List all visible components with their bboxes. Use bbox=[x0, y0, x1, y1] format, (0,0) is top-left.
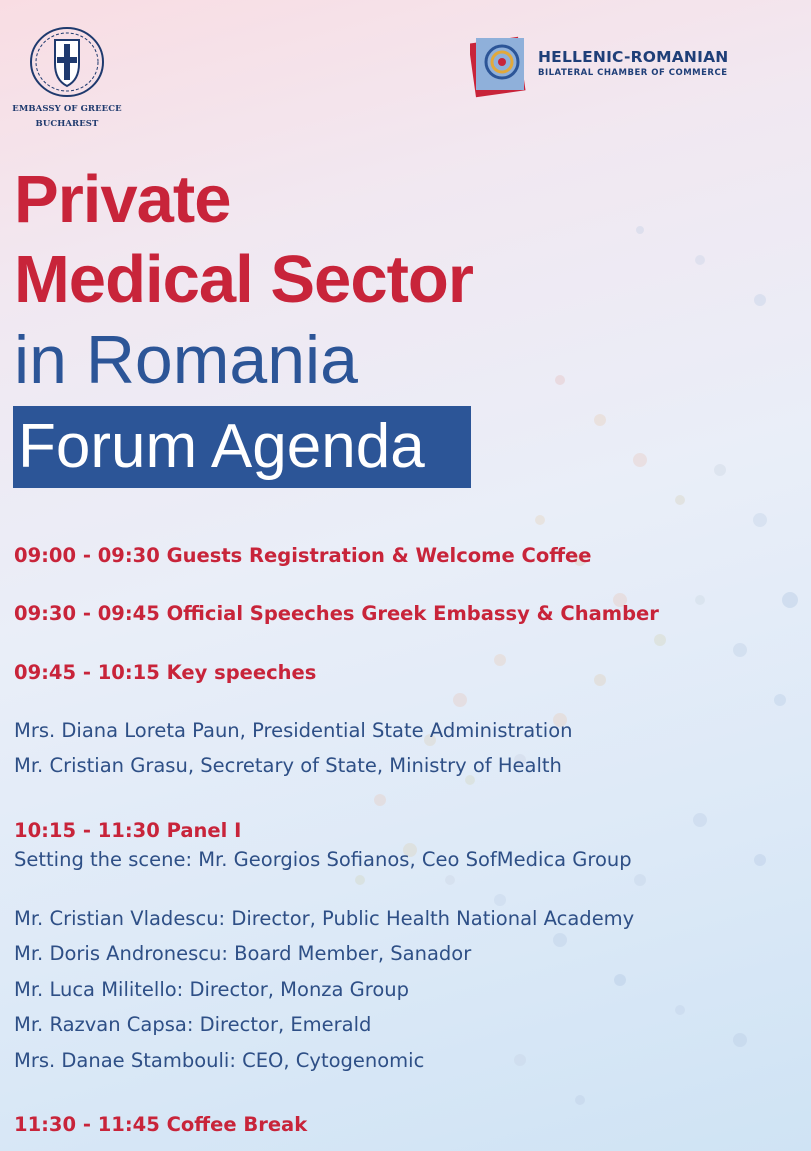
panelist-item: Mr. Luca Militello: Director, Monza Group bbox=[14, 978, 410, 1001]
embassy-name-line1: EMBASSY OF GREECE bbox=[12, 104, 122, 114]
title-line-in-romania: in Romania bbox=[14, 322, 358, 398]
panelist-item: Mr. Razvan Capsa: Director, Emerald bbox=[14, 1013, 372, 1036]
forum-title bbox=[14, 160, 473, 400]
chamber-swirl-icon bbox=[470, 36, 528, 98]
panelist-item: Mr. Doris Andronescu: Board Member, Sanador bbox=[14, 942, 472, 965]
speaker-item: Mr. Cristian Grasu, Secretary of State, Ministry of Health bbox=[14, 754, 562, 777]
agenda-slot-coffee-break: 11:30 - 11:45 Coffee Break bbox=[14, 1113, 308, 1136]
chamber-of-commerce-logo bbox=[470, 36, 800, 98]
agenda-slot-registration: 09:00 - 09:30 Guests Registration & Welcome Coffee bbox=[14, 544, 592, 567]
agenda-slot-official-speeches: 09:30 - 09:45 Official Speeches Greek Embassy & Chamber bbox=[14, 602, 659, 625]
embassy-name-line2: BUCHAREST bbox=[35, 119, 99, 129]
title-line-private: Private bbox=[14, 162, 231, 237]
agenda-slot-panel-1: 10:15 - 11:30 Panel I bbox=[14, 819, 242, 842]
panelist-item: Mr. Cristian Vladescu: Director, Public Health National Academy bbox=[14, 907, 635, 930]
forum-agenda-banner bbox=[13, 406, 471, 488]
speaker-item: Mrs. Diana Loreta Paun, Presidential State Administration bbox=[14, 719, 573, 742]
panel-scene-setter: Setting the scene: Mr. Georgios Sofianos, Ceo SofMedica Group bbox=[14, 848, 632, 871]
agenda-slot-key-speeches: 09:45 - 10:15 Key speeches bbox=[14, 661, 317, 684]
title-line-medical-sector: Medical Sector bbox=[14, 242, 473, 317]
chamber-subtitle: BILATERAL CHAMBER OF COMMERCE bbox=[538, 68, 728, 78]
panelist-item: Mrs. Danae Stambouli: CEO, Cytogenomic bbox=[14, 1049, 425, 1072]
greek-coat-of-arms-icon bbox=[26, 24, 108, 100]
forum-agenda-label: Forum Agenda bbox=[18, 412, 425, 481]
chamber-name: HELLENIC-ROMANIAN bbox=[538, 48, 729, 66]
embassy-of-greece-logo bbox=[12, 24, 122, 130]
